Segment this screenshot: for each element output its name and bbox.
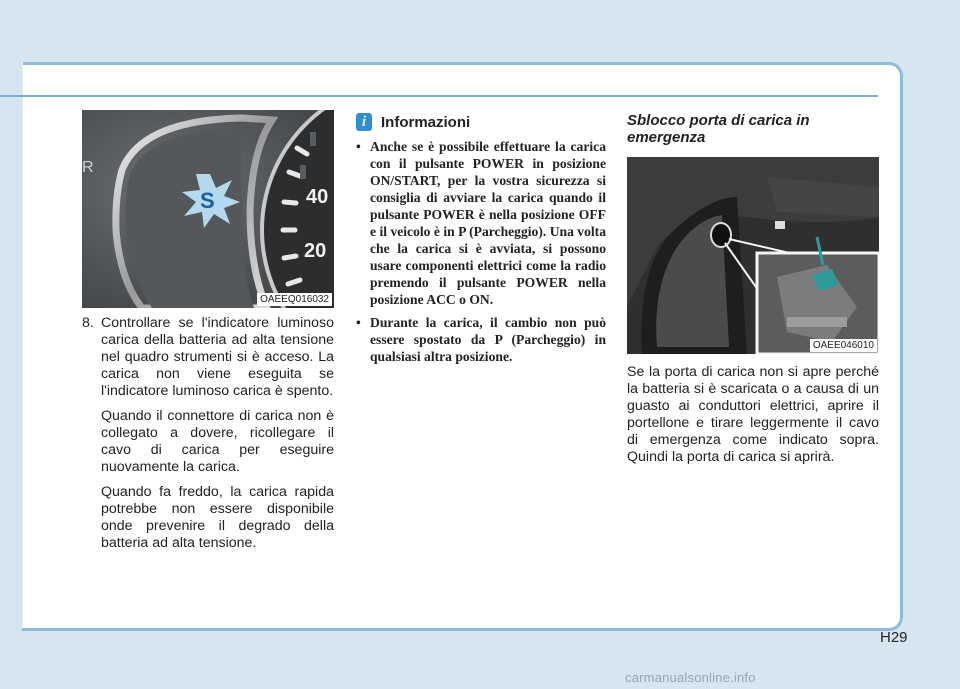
list-item: • Durante la carica, il cambio non può essere spostato da P (Parcheggio) in qualsiasi altra posizione. [356,314,606,365]
info-title: Informazioni [381,113,471,131]
column-middle [356,110,606,371]
step-paragraph: Quando fa freddo, la carica rapida potrebbe non essere disponibile onde prevenire il degrado della batteria ad alta tensione. [101,484,334,551]
figure-caption: OAEEQ016032 [257,293,332,306]
gauge-label-20: 20 [304,240,327,262]
section-paragraph: Se la porta di carica non si apre perché la batteria si è scaricata o a causa di un guasto ai conduttori elettrici, aprire il portellone e tirare leggermente il cavo di emergenza come indicato sopra. Quindi la porta di carica si aprirà. [627,364,879,465]
figure-instrument-cluster [82,110,334,308]
instrument-cluster-illustration [82,110,334,308]
trunk-illustration [627,157,879,354]
info-header [356,110,606,134]
page-left-edge [22,62,23,625]
info-bullet-list [356,138,606,365]
list-item: • Anche se è possibile effettuare la carica con il pulsante POWER in posizione ON/START, per la vostra sicurezza si consiglia di avviare la carica quando il pulsante POWER è nella posizione OFF e il veicolo è in P (Parcheggio). Una volta che la carica si è avviata, si possono usare componenti elettrici come la radio premendo il pulsante POWER nella posizione ACC o ON. [356,138,606,308]
svg-text:R: R [82,159,94,176]
page-number: H29 [880,629,908,646]
gauge-label-40: 40 [306,186,329,208]
step-number: 8. [82,315,94,331]
svg-text:S: S [200,188,215,213]
step-paragraph: Quando il connettore di carica non è collegato a dovere, ricollegare il cavo di carica per eseguire nuovamente la carica. [101,408,334,475]
figure-trunk-emergency-cable [627,157,879,354]
section-title: Sblocco porta di carica in emergenza [627,112,810,146]
figure-caption: OAEE046010 [810,339,877,352]
watermark: carmanualsonline.info [625,670,756,685]
numbered-step [82,315,334,552]
step-paragraph: Controllare se l'indicatore luminoso carica della batteria ad alta tensione nel quadro strumenti si è acceso. La carica non viene eseguita se l'indicatore luminoso carica è spento. [101,315,334,399]
info-icon: i [356,113,372,131]
header-rule [0,95,878,97]
column-right [627,110,879,465]
column-left [82,110,334,560]
